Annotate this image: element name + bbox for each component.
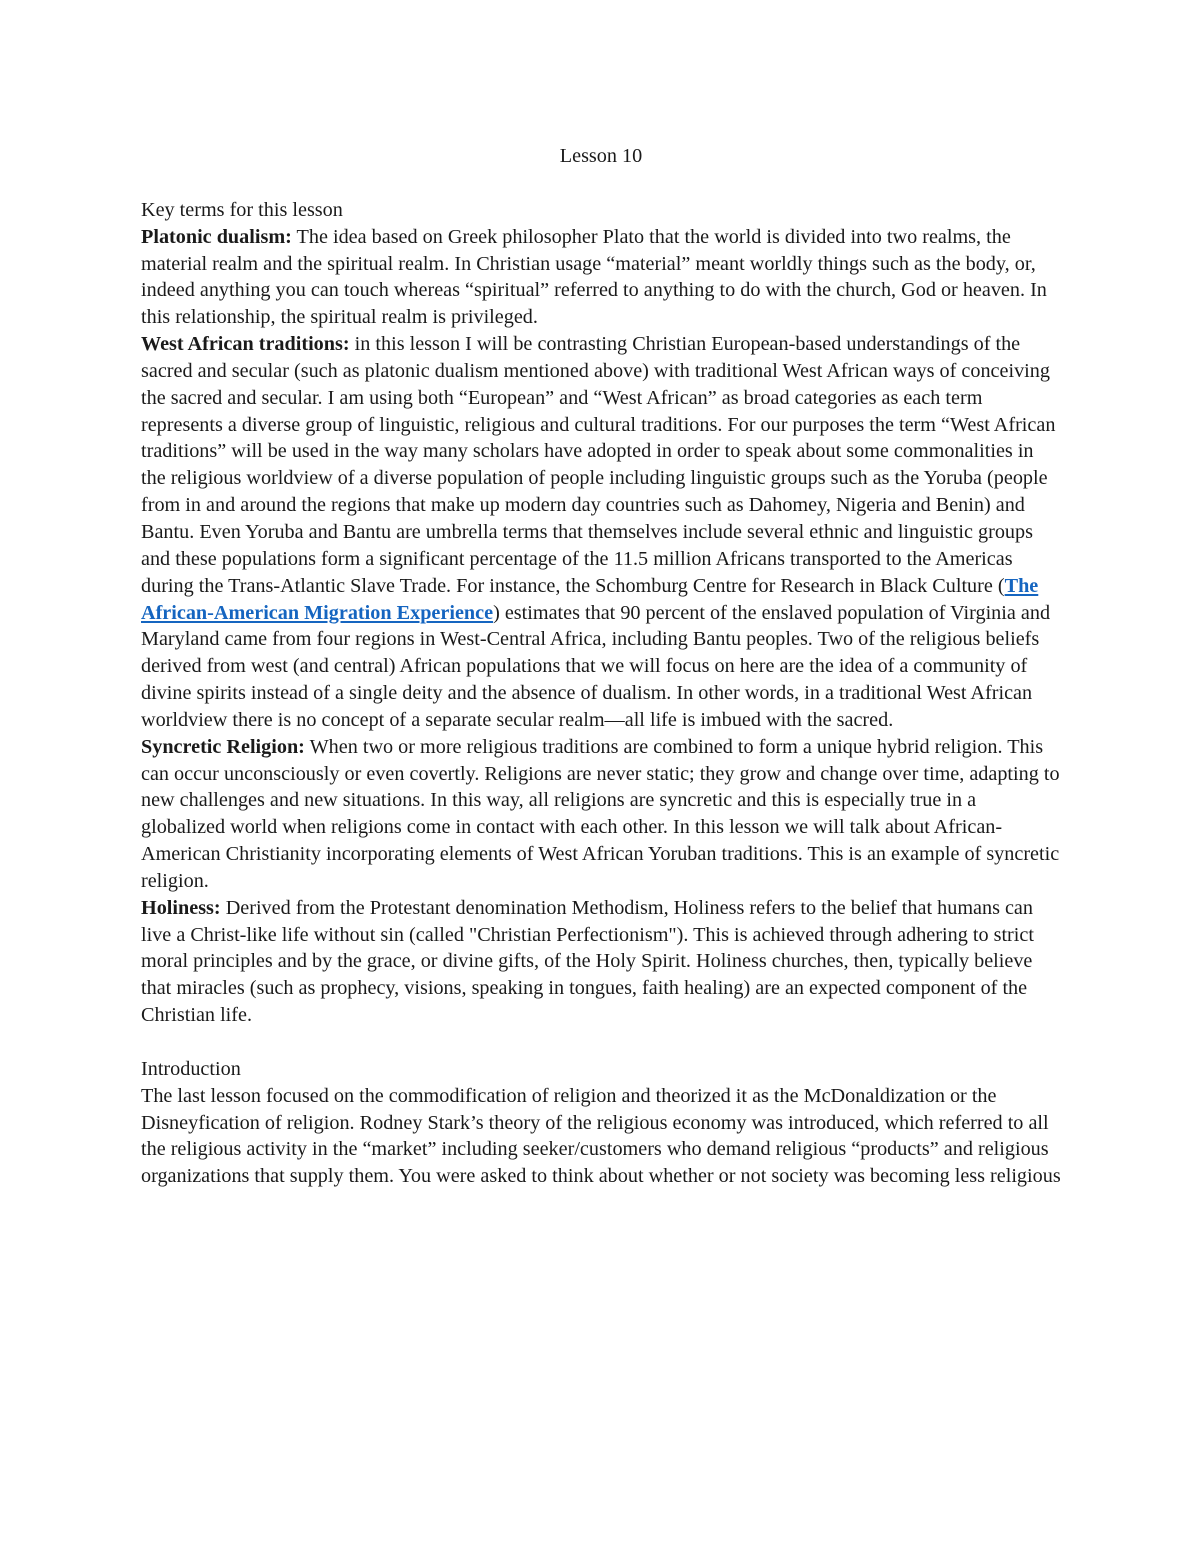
lesson-title: Lesson 10: [559, 145, 643, 167]
introduction-text: The last lesson focused on the commodification of religion and theorized it as the McDonaldization or the Disneyfication of religion. Rodney Stark’s theory of the religious economy was introduced, which referred to all the religious activity in the “market” including seeker/customers who demand religious “products” and religious organizations that supply them. You were asked to think about whether or not society was becoming less religious: [141, 1084, 1061, 1188]
term-definition: Derived from the Protestant denomination Methodism, Holiness refers to the belief that humans can live a Christ-like life without sin (called "Christian Perfectionism"). This is achieved through adhering to strict moral principles and by the grace, or divine gifts, of the Holy Spirit. Holiness churches, then, typically believe that miracles (such as prophecy, visions, speaking in tongues, faith healing) are an expected component of the Christian life.: [141, 896, 1034, 1027]
term-label: Platonic dualism:: [141, 225, 292, 248]
term-definition: The idea based on Greek philosopher Plato that the world is divided into two realms, the material realm and the spiritual realm. In Christian usage “material” meant worldly things such as the body, or, indeed anything you can touch whereas “spiritual” referred to anything to do with the church, God or heaven. In this relationship, the spiritual realm is privileged.: [141, 225, 1047, 329]
term-definition: When two or more religious traditions are combined to form a unique hybrid religion. This can occur unconsciously or even covertly. Religions are never static; they grow and change over time, adapting to new challenges and new situations. In this way, all religions are syncretic and this is especially true in a globalized world when religions come in contact with each other. In this lesson we will talk about African-American Christianity incorporating elements of West African Yoruban traditions. This is an example of syncretic religion.: [141, 735, 1060, 892]
term-label: Holiness:: [141, 896, 221, 919]
document-page: [141, 143, 1061, 1190]
term-definition: in this lesson I will be contrasting Christian European-based understandings of the sacred and secular (such as platonic dualism mentioned above) with traditional West African ways of conceiving the sacred and secular. I am using both “European” and “West African” as broad categories as each term represents a diverse group of linguistic, religious and cultural traditions. For our purposes the term “West African traditions” will be used in the way many scholars have adopted in order to speak about some commonalities in the religious worldview of a diverse population of people including linguistic groups such as the Yoruba (people from in and around the regions that make up modern day countries such as Dahomey, Nigeria and Benin) and Bantu. Even Yoruba and Bantu are umbrella terms that themselves include several ethnic and linguistic groups and these populations form a significant percentage of the 11.5 million Africans transported to the Americas during the Trans-Atlantic Slave Trade. For instance, the Schomburg Centre for Research in Black Culture (: [141, 333, 1056, 597]
introduction-heading: Introduction: [141, 1057, 241, 1080]
term-definition-continued: ) estimates that 90 percent of the enslaved population of Virginia and Maryland came from four regions in West-Central Africa, including Bantu peoples. Two of the religious beliefs derived from west (and central) African populations that we will focus on here are the idea of a community of divine spirits instead of a single deity and the absence of dualism. In other words, in a traditional West African worldview there is no concept of a separate secular realm—all life is imbued with the sacred.: [141, 601, 1051, 731]
term-west-african-traditions: [141, 331, 1061, 734]
term-syncretic-religion: [141, 734, 1061, 895]
term-label: Syncretic Religion:: [141, 735, 305, 758]
paragraph-gap: [141, 1029, 1061, 1056]
key-terms-heading: Key terms for this lesson: [141, 198, 343, 221]
term-platonic-dualism: [141, 224, 1061, 331]
term-holiness: [141, 895, 1061, 1029]
term-label: West African traditions:: [141, 333, 350, 356]
migration-experience-link[interactable]: The African-American Migration Experience: [141, 574, 1039, 624]
